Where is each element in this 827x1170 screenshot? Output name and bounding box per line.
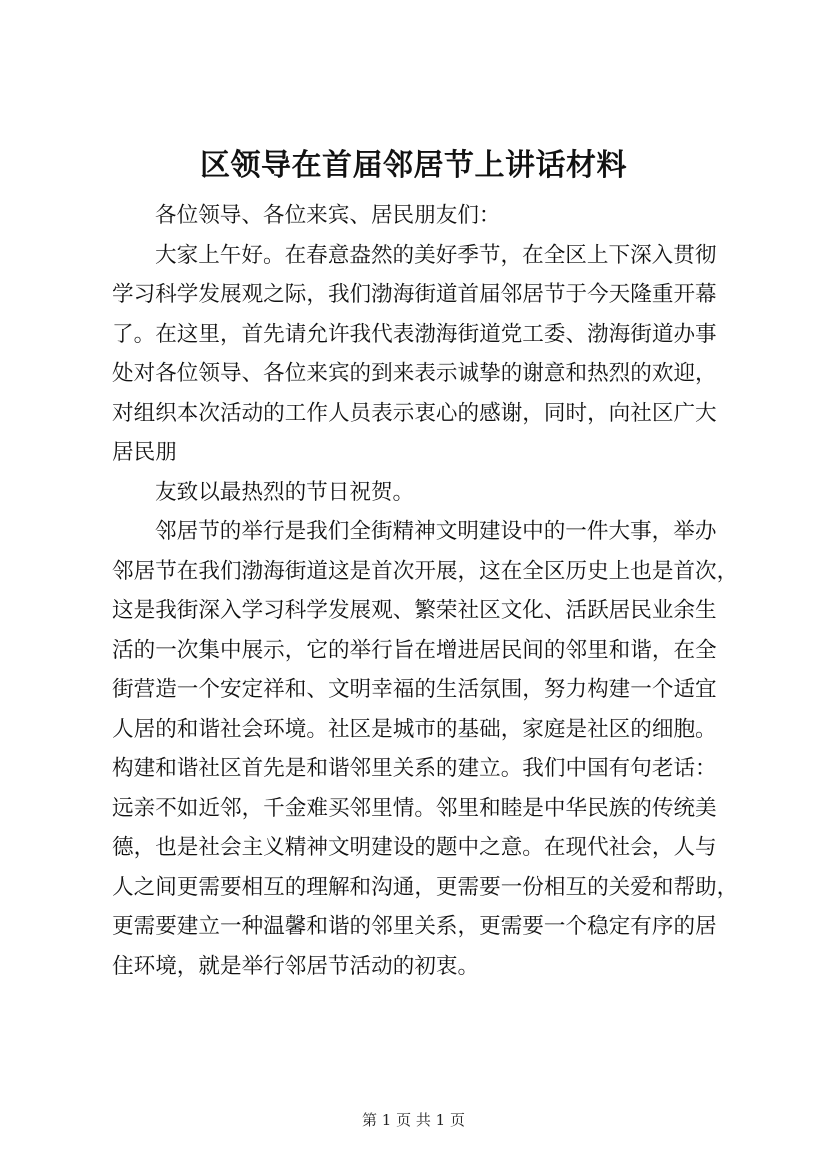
paragraph-line: 居民朋 [112, 440, 177, 465]
paragraph-line: 邻居节的举行是我们全街精神文明建设中的一件大事，举办 [155, 519, 717, 544]
paragraph-line: 这是我街深入学习科学发展观、繁荣社区文化、活跃居民业余生 [112, 598, 717, 623]
salutation: 各位领导、各位来宾、居民朋友们： [155, 203, 501, 228]
paragraph-line: 人居的和谐社会环境。社区是城市的基础，家庭是社区的细胞。 [112, 716, 717, 742]
paragraph-line: 德，也是社会主义精神文明建设的题中之意。在现代社会，人与 [112, 835, 717, 860]
paragraph-main [112, 512, 739, 986]
paragraph-line: 街营造一个安定祥和、文明幸福的生活氛围，努力构建一个适宜 [112, 677, 717, 702]
paragraph-line: 活的一次集中展示，它的举行旨在增进居民间的邻里和谐，在全 [112, 637, 717, 663]
paragraph-line: 人之间更需要相互的理解和沟通，更需要一份相互的关爱和帮助， [112, 874, 739, 900]
paragraph-line: 处对各位领导、各位来宾的到来表示诚挚的谢意和热烈的欢迎， [112, 361, 717, 386]
paragraph-line: 学习科学发展观之际，我们渤海街道首届邻居节于今天隆重开幕 [112, 282, 717, 307]
paragraph-greeting: 友致以最热烈的节日祝贺。 [155, 479, 415, 505]
paragraph-line: 远亲不如近邻，千金难买邻里情。邻里和睦是中华民族的传统美 [112, 795, 717, 821]
paragraph-opening [112, 236, 716, 473]
document-body [112, 196, 739, 986]
paragraph-line: 更需要建立一种温馨和谐的邻里关系，更需要一个稳定有序的居 [112, 914, 717, 939]
paragraph-line: 对组织本次活动的工作人员表示衷心的感谢，同时，向社区广大 [112, 400, 717, 426]
paragraph-line: 大家上午好。在春意盎然的美好季节，在全区上下深入贯彻 [155, 242, 717, 268]
document-title: 区领导在首届邻居节上讲话材料 [200, 148, 627, 183]
page-footer: 第 1 页 共 1 页 [362, 1111, 465, 1129]
paragraph-line: 邻居节在我们渤海街道这是首次开展，这在全区历史上也是首次， [112, 558, 739, 584]
paragraph-line: 了。在这里，首先请允许我代表渤海街道党工委、渤海街道办事 [112, 321, 717, 347]
paragraph-line: 构建和谐社区首先是和谐邻里关系的建立。我们中国有句老话： [112, 756, 717, 781]
paragraph-line: 住环境，就是举行邻居节活动的初衷。 [112, 953, 480, 979]
